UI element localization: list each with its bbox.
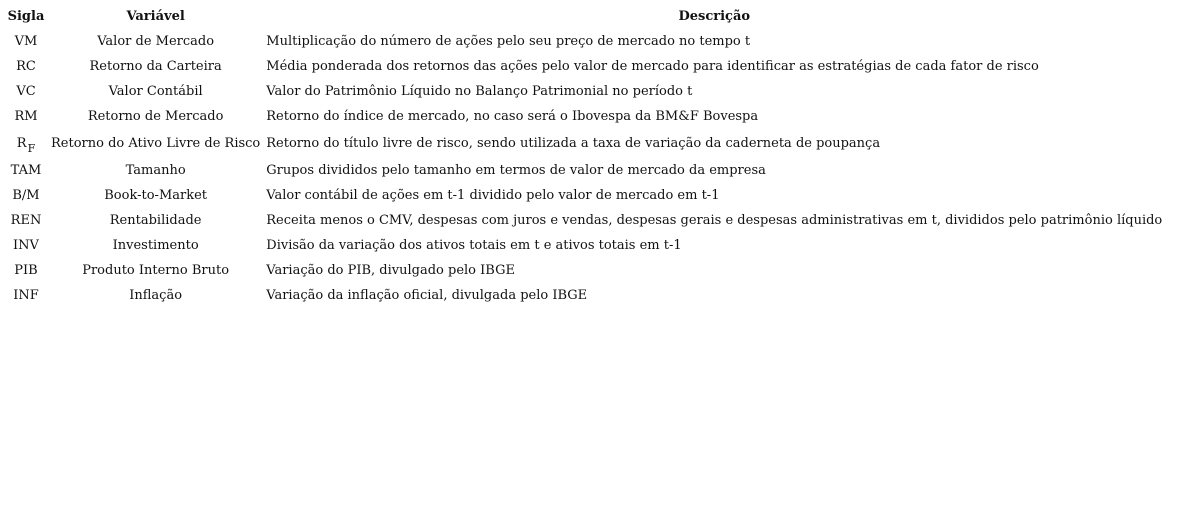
row-descricao: Grupos divididos pelo tamanho em termos de valor de mercado da empresa [266,163,766,178]
row-descricao: Retorno do título livre de risco, sendo utilizada a taxa de variação da caderneta de poupança [266,136,881,151]
row-variavel: Produto Interno Bruto [82,263,230,278]
row-sigla: PIB [14,263,38,278]
table-row [4,79,1165,104]
row-sigla: VC [16,84,36,99]
row-sigla: INF [13,288,39,303]
table-row [4,104,1165,129]
row-descricao: Média ponderada dos retornos das ações pelo valor de mercado para identificar as estratégias de cada fator de risco [266,59,1039,74]
row-sigla: RM [14,109,38,124]
header-sigla: Sigla [7,9,45,24]
row-variavel: Retorno da Carteira [89,59,222,74]
rf-symbol-main: R [16,136,27,151]
table-header-row [4,5,1165,29]
row-variavel: Retorno do Ativo Livre de Risco [51,136,261,151]
header-variavel: Variável [126,9,185,24]
row-descricao: Variação da inflação oficial, divulgada pelo IBGE [266,288,588,303]
row-sigla: TAM [10,163,42,178]
row-variavel: Rentabilidade [109,213,202,228]
row-descricao: Divisão da variação dos ativos totais em t e ativos totais em t-1 [266,238,682,253]
variables-table [4,5,1165,308]
table-row [4,258,1165,283]
row-descricao: Retorno do índice de mercado, no caso será o Ibovespa da BM&F Bovespa [266,109,759,124]
row-sigla: VM [14,34,38,49]
row-variavel: Investimento [112,238,199,253]
row-descricao: Variação do PIB, divulgado pelo IBGE [266,263,515,278]
row-variavel: Valor de Mercado [97,34,215,49]
rf-symbol-subscript: F [27,142,36,155]
row-sigla: B/M [12,188,40,203]
table-row [4,233,1165,258]
table-row [4,29,1165,54]
row-variavel: Retorno de Mercado [87,109,224,124]
table-row [4,208,1165,233]
header-descricao: Descrição [678,9,751,24]
table-row [4,283,1165,308]
row-descricao: Valor contábil de ações em t-1 dividido pelo valor de mercado em t-1 [266,188,720,203]
table-row [4,129,1165,158]
row-descricao: Receita menos o CMV, despesas com juros e vendas, despesas gerais e despesas administrativas em t, divididos pelo patrimônio líquido [266,213,1163,228]
table-row [4,158,1165,183]
row-sigla: RC [16,59,36,74]
row-sigla: INV [13,238,39,253]
row-sigla [4,129,48,158]
table-row [4,54,1165,79]
row-variavel: Valor Contábil [108,84,203,99]
row-variavel: Tamanho [125,163,186,178]
row-sigla: REN [10,213,42,228]
row-variavel: Book-to-Market [104,188,208,203]
row-descricao: Multiplicação do número de ações pelo seu preço de mercado no tempo t [266,34,751,49]
row-variavel: Inflação [129,288,183,303]
row-descricao: Valor do Patrimônio Líquido no Balanço Patrimonial no período t [266,84,693,99]
table-row [4,183,1165,208]
